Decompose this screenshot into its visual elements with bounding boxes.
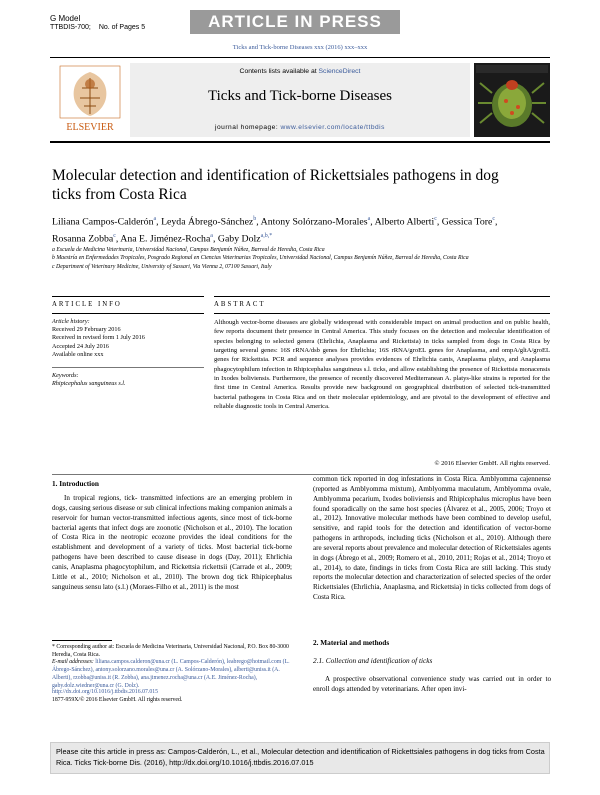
history-item: Available online xxx xyxy=(52,350,104,358)
homepage-prefix: journal homepage: xyxy=(215,124,279,131)
article-title: Molecular detection and identification of Rickettsiales pathogens in dog ticks from Costa Rica xyxy=(52,167,499,203)
homepage-line xyxy=(130,124,470,131)
author-affiliation-marker[interactable]: a,b,* xyxy=(260,233,273,240)
header-meta xyxy=(50,14,145,32)
journal-reference: Ticks and Tick-borne Diseases xxx (2016) xxx–xxx xyxy=(232,44,368,51)
publisher-wordmark: ELSEVIER xyxy=(66,122,114,133)
history-label: Article history: xyxy=(52,318,90,325)
history-item: Received 29 February 2016 xyxy=(52,326,121,334)
author-name: Alberto Alberti xyxy=(374,216,435,228)
author-name: Antony Solórzano-Morales xyxy=(260,216,368,228)
footnote-rule xyxy=(52,640,112,641)
author-affiliation-marker[interactable]: c xyxy=(434,216,437,222)
abstract-rule-top xyxy=(214,296,550,297)
author-name: Gaby Dolz xyxy=(217,233,261,245)
article-info-heading: ARTICLE INFO xyxy=(52,301,122,308)
page-count: No. of Pages 5 xyxy=(98,24,146,31)
affiliation-item: c Department of Veterinary Medicine, University of Sassari, Via Vienna 2, 07100 Sassari, Italy xyxy=(52,263,272,270)
affiliation-item: b Maestría en Enfermedades Tropicales, Posgrado Regional en Ciencias Veterinarias Tropicales, Universidad Nacional, Campus Benjamín Núñez, Barreal de Heredia, Costa Rica xyxy=(52,255,469,262)
ref-code: TTBDIS-700; xyxy=(50,24,91,31)
abstract-text: Although vector-borne diseases are globally widespread with considerable impact on animal production and on public health, few reports document their presence in Central America. This study focuses on the detection and molecular identification of species belonging to selected genera (Ehrlichia, Anaplasma and Rickettsia) in ticks sampled from dogs in Costa Rica by targeting several genes: 16S rRNA/dsb genes for Ehrlichia; 16S rRNA/groEL genes for Anaplasma, and ompA/gltA/groEL genes for Rickettsia. PCR and sequence analyses provides evidences of Ehrlichia canis, Anaplasma platys, and Anaplasma phagocytophilum infection in Rhipicephalus sanguineus s.l. ticks, and allow establishing the presence of Rickettsia monacensis in Ixodes boliviensis. Furthermore, the presence of recently discovered Mediterranean A. platys-like strains is reported for the first time in Central America. Results provide new background on geographical distribution of selected tick-transmitted bacterial pathogens in Costa Rica and on their molecular epidemiology, and are pivotal to the development of effective and reliable diagnostic tools in Central America. xyxy=(214,319,550,411)
author-affiliation-marker[interactable]: b xyxy=(253,216,257,222)
keyword-item: Rhipicephalus sanguineus s.l. xyxy=(52,380,126,388)
introduction-heading: 1. Introduction xyxy=(52,479,99,488)
collection-subheading: 2.1. Collection and identification of ticks xyxy=(313,656,433,665)
author-affiliation-marker[interactable]: a xyxy=(367,216,371,222)
author-affiliation-marker[interactable]: c xyxy=(113,233,116,240)
author-affiliation-marker[interactable]: a xyxy=(153,216,157,222)
email-addresses xyxy=(52,659,292,690)
corresponding-author-note: * Corresponding author at: Escuela de Medicina Veterinaria, Universidad Nacional, P.O. Box 80-3000 Heredia, Costa Rica. xyxy=(52,644,289,658)
footnotes xyxy=(52,644,292,690)
homepage-link[interactable]: www.elsevier.com/locate/ttbdis xyxy=(280,124,385,131)
author-list: Liliana Campos-Calderón$^a$, Leyda Ábrego-Sánchez$^b$, Antony Solórzano-Morales$^a$, Alberto Alberti$^c$, Gessica Tore$^c$, Rosanna Zobba$^c$, Ana E. Jiménez-Rocha$^a$, Gaby Dolz$^{a,b,*}$ xyxy=(52,216,498,245)
author-name: Ana E. Jiménez-Rocha xyxy=(120,233,211,245)
issn-line: 1877-959X/© 2016 Elsevier GmbH. All rights reserved. xyxy=(52,696,183,703)
info-rule-top xyxy=(52,296,204,297)
doi-block xyxy=(52,689,292,704)
sciencedirect-link[interactable]: ScienceDirect xyxy=(318,68,361,75)
email-label: E-mail addresses: xyxy=(52,659,94,666)
masthead-divider xyxy=(50,141,550,143)
info-rule-keywords xyxy=(52,367,204,368)
history-item: Received in revised form 1 July 2016 xyxy=(52,334,145,342)
citation-text: Please cite this article in press as: Campos-Calderón, L., et al., Molecular detection and identification of Rickettsiales pathogens in dog ticks from Costa Rica. Ticks Tick-borne Dis. (2016), http://dx.doi.org/10.1016/j.ttbdis.2016.07.015 xyxy=(56,747,545,767)
author-name: Rosanna Zobba xyxy=(52,233,114,245)
affiliation-item: a Escuela de Medicina Veterinaria, Universidad Nacional, Campus Benjamín Núñez, Barreal de Heredia, Costa Rica xyxy=(52,247,325,253)
contents-prefix: Contents lists available at xyxy=(239,68,317,75)
contents-line xyxy=(130,68,470,75)
author-name: Gessica Tore xyxy=(441,216,493,228)
author-affiliation-marker[interactable]: a xyxy=(210,233,213,240)
keywords-block xyxy=(52,372,204,388)
article-history xyxy=(52,318,204,359)
doi-link[interactable]: http://dx.doi.org/10.1016/j.ttbdis.2016.07.015 xyxy=(52,689,159,695)
header-divider xyxy=(50,57,550,58)
introduction-paragraph: In tropical regions, tick- transmitted infections are an emerging problem in dogs, causing serious disease or sub clinical infections making companion animals a reservoir for human vector-transmitted infectious agents, since most of tick-borne bacterial agents that infect dogs are zoonotic (Nicholson et al., 2010). The location of Costa Rica in the neotropic ecozone provides the ideal conditions for the establishment and development of a variety of ticks. Most bacterial tick-borne pathogens have been described to cause disease in dogs (Day, 2011); Ehrlichia canis, Anaplasma phagocytophilum, and Rickettsia rickettsii (Carrade et al., 2009; Little et al., 2010; Nicholson et al., 2010). The brown dog tick Rhipicephalus sanguineus sensu lato (s.l.) (Moraes-Filho et al., 2011) is the most xyxy=(52,494,292,591)
author-affiliation-marker[interactable]: c xyxy=(492,216,496,222)
abstract-heading: ABSTRACT xyxy=(214,301,266,308)
affiliations xyxy=(52,246,522,271)
methods-heading: 2. Material and methods xyxy=(313,638,390,647)
email-list[interactable]: liliana.campos.calderon@una.cr (L. Campos-Calderón), leabrego@hotmail.com (L. Ábrego-Sánchez), antony.solorzano.morales@una.cr (A. Solórzano-Morales), alberti@uniss.it (A. Alberti), rzobba@uniss.it (R. Zobba), ana.jimenez.rocha@una.cr (A.E. Jiménez-Rocha), gaby.dolz.wiedner@una.cr (G. Dolz). xyxy=(52,659,290,689)
abstract-rule-mid xyxy=(214,313,550,314)
elsevier-logo xyxy=(52,64,128,136)
methods-paragraph: A prospective observational convenience study was carried out in order to enroll dogs attended by veterinarians. After open invi- xyxy=(313,675,551,693)
model-label: G Model xyxy=(50,14,81,23)
author-name: Liliana Campos-Calderón xyxy=(52,216,154,228)
journal-name: Ticks and Tick-borne Diseases xyxy=(207,88,393,104)
history-item: Accepted 24 July 2016 xyxy=(52,342,109,350)
info-rule-mid xyxy=(52,313,204,314)
author-name: Leyda Ábrego-Sánchez xyxy=(161,216,254,228)
keywords-label: Keywords: xyxy=(52,372,79,379)
article-in-press-banner: ARTICLE IN PRESS xyxy=(190,10,400,34)
journal-cover-image xyxy=(474,63,550,137)
introduction-paragraph-continued: common tick reported in dog infestations in Costa Rica. Amblyomma cajennense (reported as Amblyomma mixtum), Amblyomma maculatum, Amblyomma ovale, Amblyomma pecarium, Ixodes boliviensis and Rhipicephalus microplus have been found sporadically on the same host species (Álvarez et al., 2005, 2006; Troyo et al., 2012). Innovative molecular methods have been combined to develop useful, sensitive, and rapid tools for the detection and identification of vector-borne pathogens in arthropods, including ticks (Nicholson et al., 2010). Although there are several reports about prevalence and molecular detection of Rickettsiales agents in dogs (Ábrego et al., 2009; Romero et al., 2010, 2011; Rojas et al., 2014; Troyo et al., 2014), to date, findings in ticks from Costa Rica are still lacking. This study reports the molecular detection and characterization of selected species of the order Rickettsiales (Ehrlichia, Anaplasma, and Rickettsia) in ticks collected from dogs of Costa Rica. xyxy=(313,475,551,602)
abstract-copyright: © 2016 Elsevier GmbH. All rights reserved. xyxy=(434,460,550,467)
